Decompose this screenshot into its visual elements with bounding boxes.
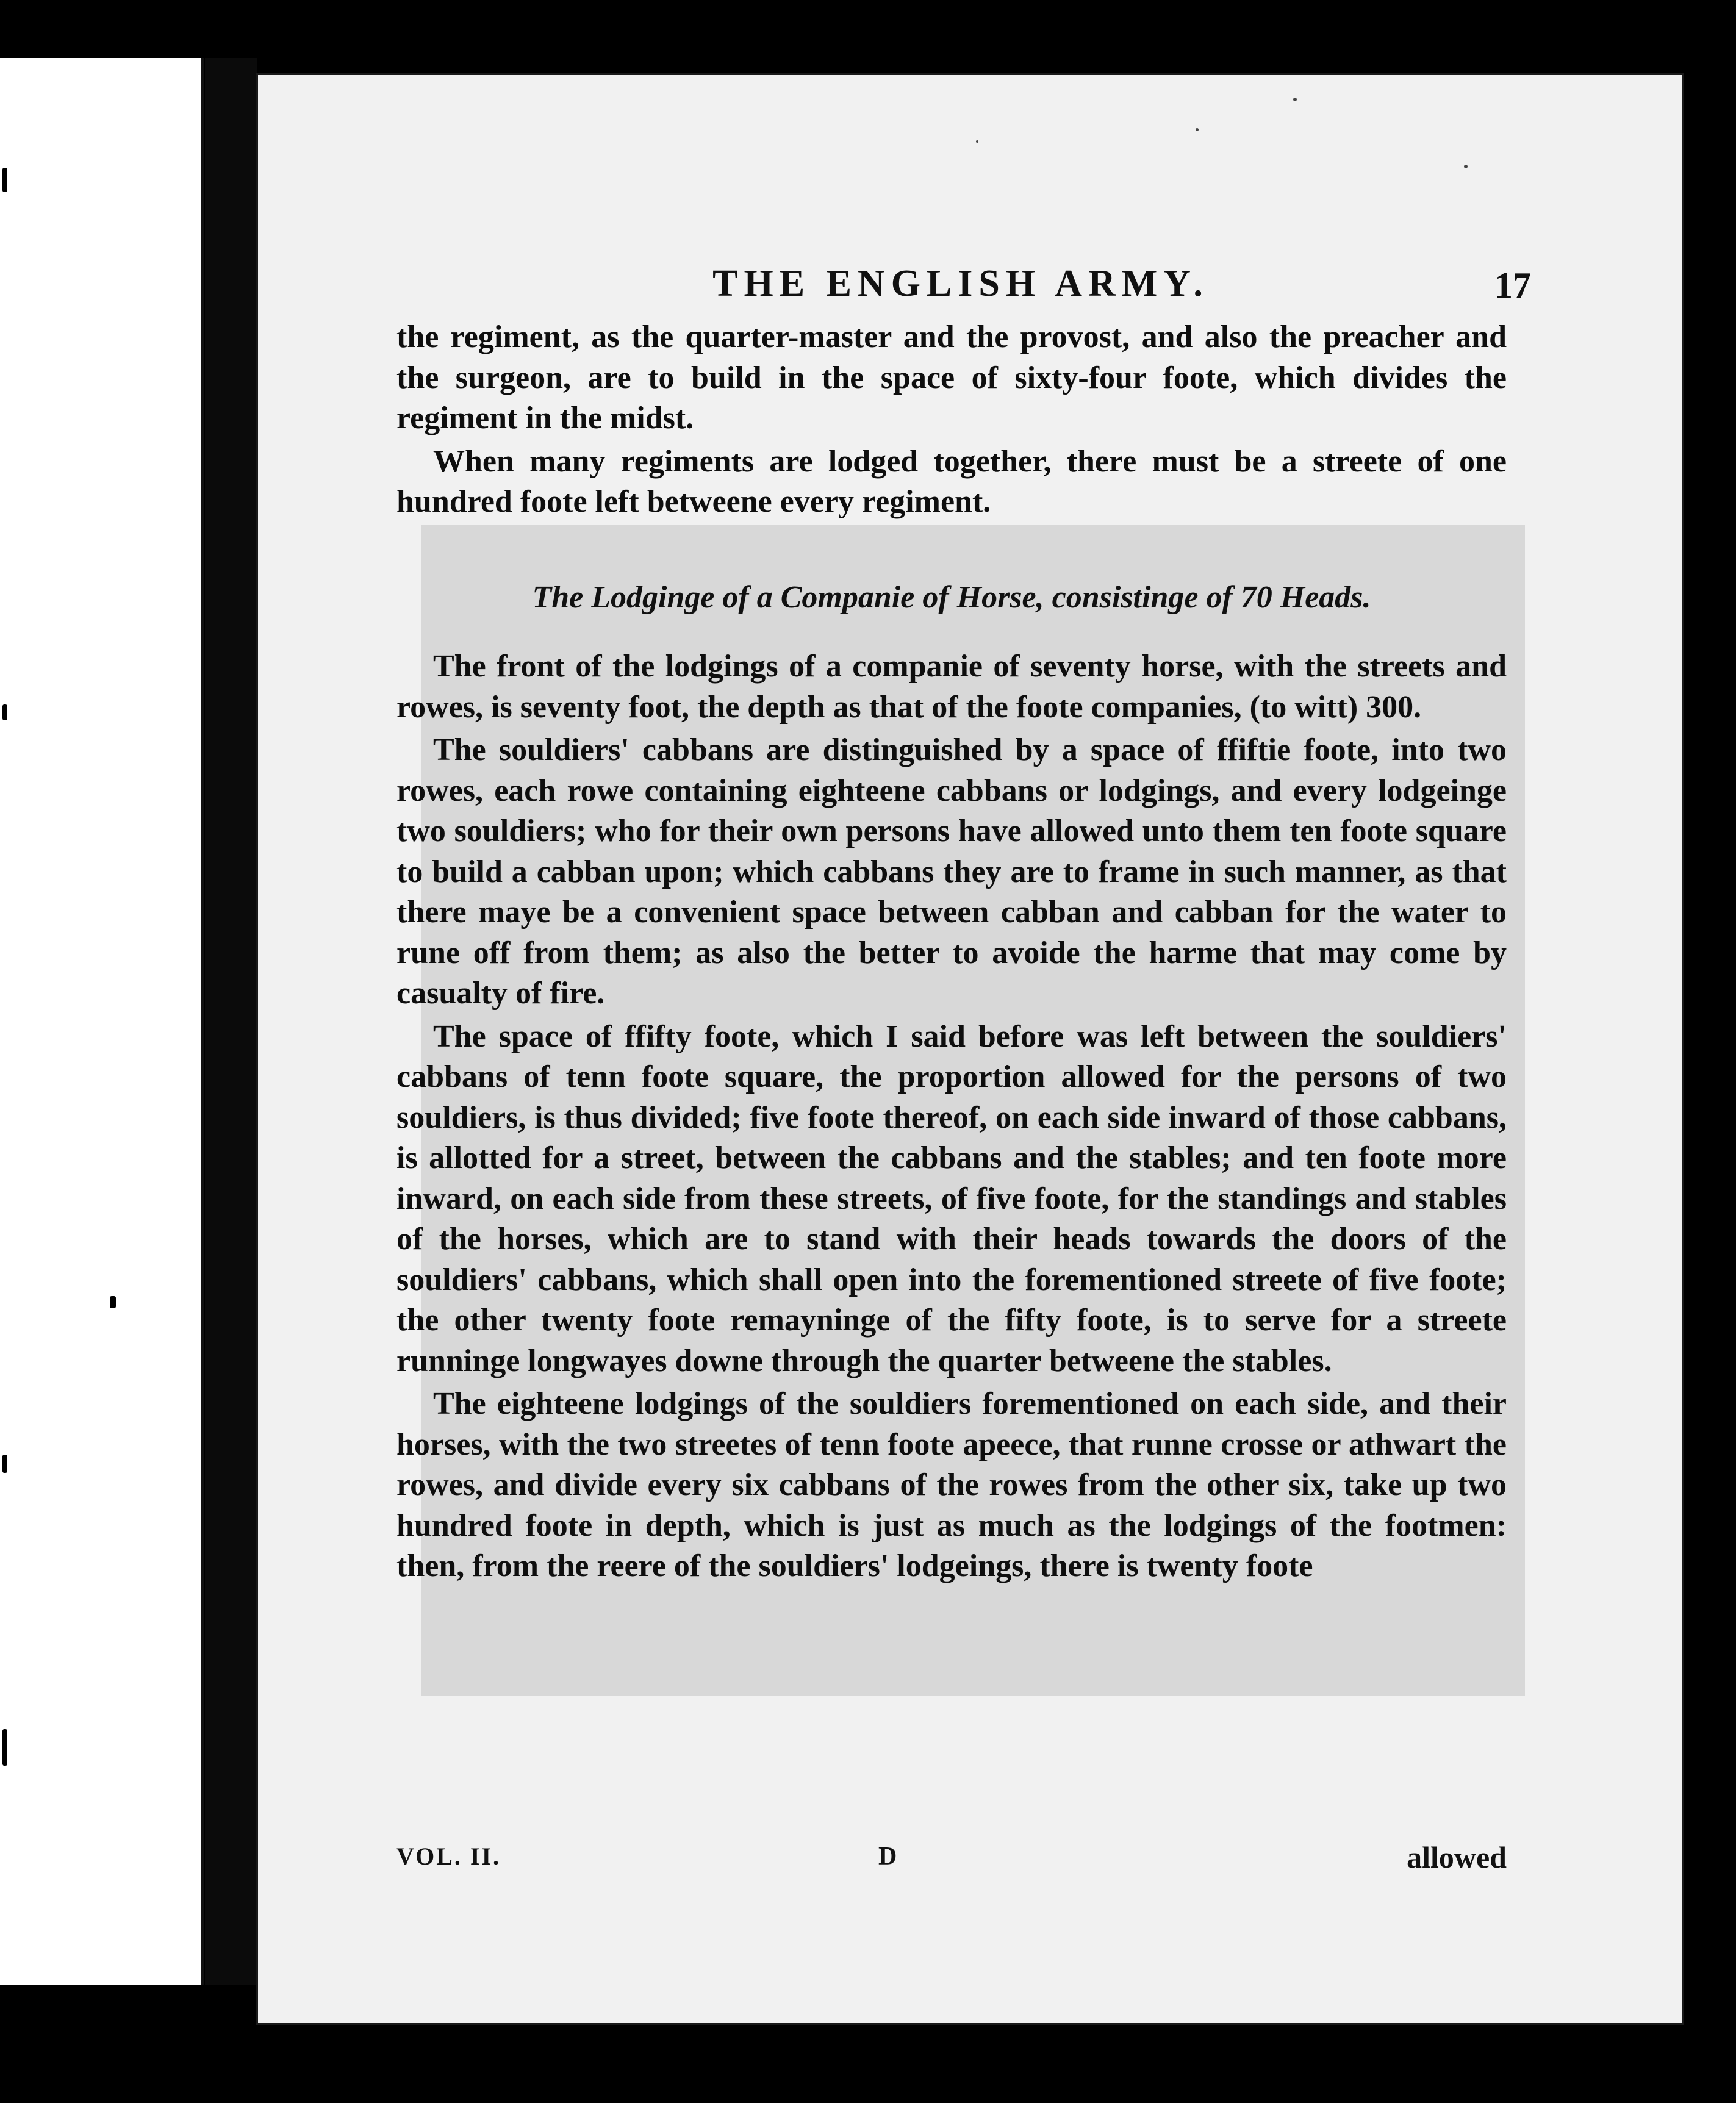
- paragraph: The space of ffifty foote, which I said before was left between the souldiers' cabbans of tenn foote square, the proportion allowed for the persons of two souldiers, is thus divided; five foote thereof, on each side inward of those cabbans, is allotted for a street, between the cabbans and the stables; and ten foote more inward, on each side from these streets, of five foote, for the standings and stables of the horses, which are to stand with their heads towards the doors of the souldiers' cabbans, which shall open into the forementioned streete of five foote; the other twenty foote remayninge of the fifty foote, is to serve for a streete runninge longwayes downe through the quarter betweene the stables.: [396, 1019, 1507, 1378]
- page-number: 17: [1494, 265, 1531, 306]
- running-head: [409, 256, 1531, 323]
- signature-mark: D: [878, 1843, 897, 1871]
- top-text-block: [396, 317, 1507, 525]
- page-footer: [396, 1836, 1507, 1879]
- facing-page-edge: [0, 58, 204, 1985]
- book-page: [256, 73, 1684, 2025]
- paragraph: the regiment, as the quarter-master and the provost, and also the preacher and the surgeon, are to build in the space of sixty-four foote, which divides the regiment in the midst.: [396, 320, 1507, 435]
- section-heading: The Lodginge of a Companie of Horse, consistinge of 70 Heads.: [532, 580, 1371, 615]
- catchword: allowed: [1407, 1840, 1507, 1874]
- book-spine-shadow: [205, 58, 257, 1985]
- paragraph: When many regiments are lodged together, there must be a streete of one hundred foote left betweene every regiment.: [396, 443, 1507, 519]
- paragraph: The souldiers' cabbans are distinguished by a space of ffiftie foote, into two rowes, each rowe containing eighteene cabbans or lodgings, and every lodgeinge two souldiers; who for their own persons have allowed unto them ten foote square to build a cabban upon; which cabbans they are to frame in such manner, as that there maye be a convenient space between cabban and cabban for the water to rune off from them; as also the better to avoide the harme that may come by casualty of fire.: [396, 733, 1507, 1011]
- running-head-title: THE ENGLISH ARMY.: [712, 263, 1209, 304]
- main-text-block: [396, 647, 1507, 1589]
- paragraph: The front of the lodgings of a companie of seventy horse, with the streets and rowes, is seventy foot, the depth as that of the foote companies, (to witt) 300.: [396, 649, 1507, 725]
- paragraph: The eighteene lodgings of the souldiers forementioned on each side, and their horses, with the two streetes of tenn foote apeece, that runne crosse or athwart the rowes, and divide every six cabbans of the rowes from the other six, take up two hundred foote in depth, which is just as much as the lodgings of the footmen: then, from the reere of the souldiers' lodgeings, there is twenty foote: [396, 1386, 1507, 1583]
- volume-marker: VOL. II.: [396, 1843, 501, 1870]
